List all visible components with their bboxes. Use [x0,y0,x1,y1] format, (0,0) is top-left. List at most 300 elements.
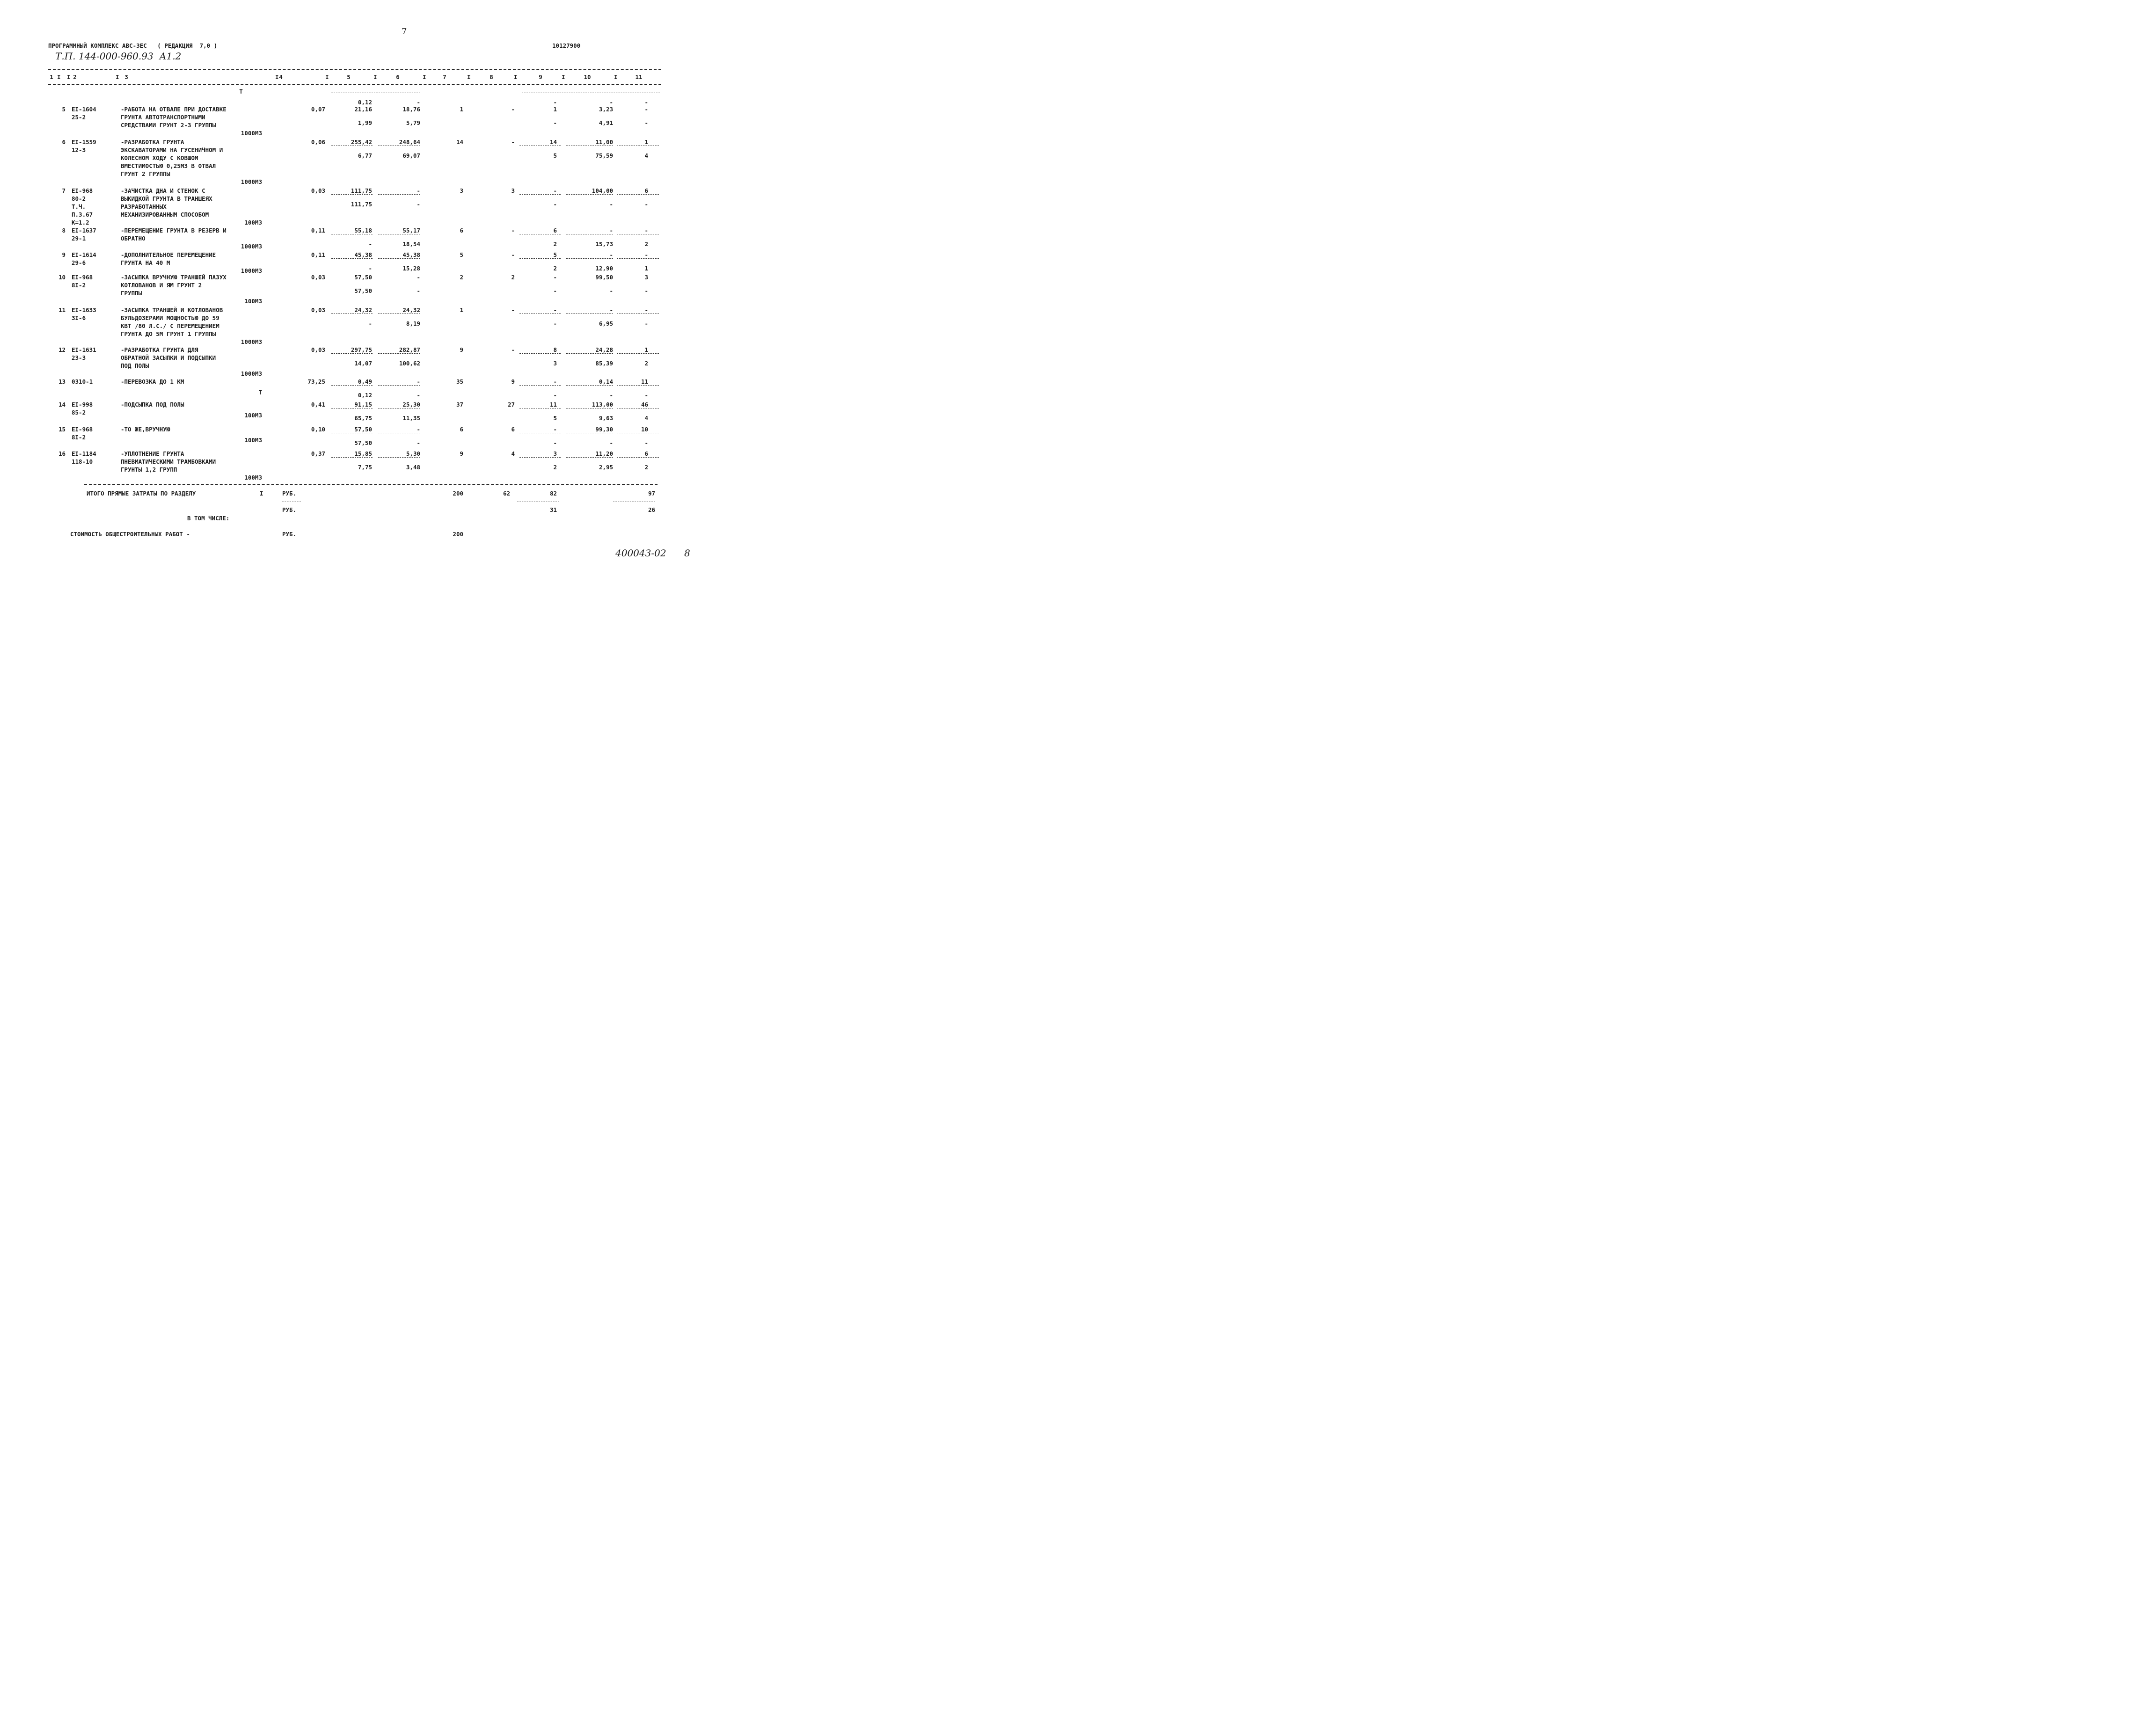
row-col9: 5 [553,251,557,258]
row-col6: 248,64 [399,138,420,146]
row-description: ГРУНТА ДО 5М ГРУНТ 1 ГРУППЫ [121,330,216,337]
row-number: 14 [58,401,66,408]
row-col7: 9 [460,346,463,353]
row-col5: 21,16 [354,106,372,113]
row-code: 25-2 [72,114,86,121]
row-description: -РАЗРАБОТКА ГРУНТА ДЛЯ [121,346,198,353]
row-code: ЕI-1559 [72,138,96,146]
column-header-5: 5 [347,73,351,80]
row-col7: 3 [460,187,463,194]
row-description: КОЛЕСНОМ ХОДУ С КОВШОМ [121,154,198,161]
row-col9: 14 [549,138,557,146]
row-code: 29-6 [72,259,86,266]
row-dash-col6 [378,313,420,314]
column-header-9: 9 [539,73,542,80]
row-col5: 111,75 [351,187,372,194]
row-col5: 57,50 [354,426,372,433]
row-col10: 113,00 [592,401,613,408]
row-description: ПОД ПОЛЫ [121,362,149,369]
row-dash-col5 [331,353,373,354]
row-col9-lower: - [553,201,557,208]
row-col11: 10 [641,426,648,433]
row-col5-lower: 6,77 [358,152,372,159]
row-col10-lower: 4,91 [599,119,613,126]
row-description: -УПЛОТНЕНИЕ ГРУНТА [121,450,184,457]
row-number: 12 [58,346,66,353]
row-col6: 55,17 [402,227,420,234]
row-col6-lower: 69,07 [402,152,420,159]
row-col10: 11,00 [595,138,613,146]
row-col11-lower: 2 [644,241,648,248]
row-number: 11 [58,306,66,313]
row-code: 118-10 [72,458,93,465]
totals-unit-1: РУБ. [282,490,297,497]
row-unit: 1000М3 [241,338,262,345]
row-dash-col6 [378,457,420,458]
row-col5: 45,38 [354,251,372,258]
row-number: 7 [62,187,66,194]
row-dash-col10 [566,194,613,195]
row-col10: 24,28 [595,346,613,353]
row-col7: 1 [460,106,463,113]
row-quantity: 0,06 [311,138,325,146]
row-dash-col10 [566,385,613,386]
row-col10: 99,50 [595,274,613,281]
column-separator: I [116,73,119,80]
row-col11-lower: 2 [644,464,648,471]
column-header-11: 11 [635,73,643,80]
row-col7: 37 [456,401,463,408]
row-col5: 91,15 [354,401,372,408]
document-reference: Т.П. 144-000-960.93 А1.2 [55,51,182,62]
row-description: ОБРАТНО [121,235,146,242]
row-description: ВЫКИДКОЙ ГРУНТА В ТРАНШЕЯХ [121,195,212,202]
row-quantity: 0,03 [311,346,325,353]
row-col6-lower: 100,62 [399,360,420,367]
row-code: К=1.2 [72,219,89,226]
row-col6: 25,30 [402,401,420,408]
row-col7: 2 [460,274,463,281]
row-col7: 6 [460,426,463,433]
row-col6-lower: 8,19 [406,320,420,327]
row-unit: 100М3 [244,437,262,444]
column-header-6: 6 [396,73,400,80]
row-col7: 35 [456,378,463,385]
row-description: -ТО ЖЕ,ВРУЧНУЮ [121,426,170,433]
row-col8: - [511,106,515,113]
row-description: ПНЕВМАТИЧЕСКИМИ ТРАМБОВКАМИ [121,458,216,465]
row-col10: 11,20 [595,450,613,457]
row-dash-col5 [331,258,373,259]
row-dash-col10 [566,353,613,354]
row-col11: 1 [644,138,648,146]
row-code: ЕI-968 [72,274,93,281]
row-col9-lower: 3 [553,360,557,367]
row-col9-upper: - [553,99,557,106]
row-col10-lower: - [609,201,613,208]
row-col6-lower: 11,35 [402,415,420,422]
row-dash-col6 [378,194,420,195]
row-code: ЕI-998 [72,401,93,408]
row-col8: - [511,227,515,234]
row-description: ГРУППЫ [121,290,142,297]
row-code: 23-3 [72,354,86,361]
general-works-col7: 200 [453,531,463,538]
row-col5: 55,18 [354,227,372,234]
row-col5-lower: - [368,265,372,272]
row-description: ГРУНТА АВТОТРАНСПОРТНЫМИ [121,114,205,121]
row-description: СРЕДСТВАМИ ГРУНТ 2-3 ГРУППЫ [121,122,216,129]
row-description: -ПЕРЕВОЗКА ДО 1 КМ [121,378,184,385]
row-col6-lower: - [417,287,420,294]
row-col9-lower: 2 [553,265,557,272]
row-col9-lower: - [553,439,557,446]
row-col10-lower: 15,73 [595,241,613,248]
row-col10: - [609,251,613,258]
row-code: 8I-2 [72,434,86,441]
row-col9-lower: 5 [553,415,557,422]
row-dash-col10 [566,313,613,314]
row-col9: 6 [553,227,557,234]
row-col7: 5 [460,251,463,258]
row-number: 15 [58,426,66,433]
row-col10: 104,00 [592,187,613,194]
row-description: -ЗАСЫПКА ТРАНШЕЙ И КОТЛОВАНОВ [121,306,223,313]
row-dash-col11 [617,457,659,458]
row-col8: 2 [511,274,515,281]
row-col7: 6 [460,227,463,234]
row-unit: 1000М3 [241,267,262,274]
row-col5-lower: 111,75 [351,201,372,208]
row-col10-lower: - [609,287,613,294]
row-number: 9 [62,251,66,258]
row-col9-lower: 2 [553,241,557,248]
row-col11: 11 [641,378,648,385]
row-quantity: 0,41 [311,401,325,408]
row-description: -ЗАСЫПКА ВРУЧНУЮ ТРАНШЕЙ ПАЗУХ [121,274,227,281]
row-col5-lower: - [368,320,372,327]
row-col7: 9 [460,450,463,457]
row-col8: - [511,138,515,146]
row-col9: - [553,187,557,194]
row-col5-lower: 57,50 [354,287,372,294]
column-separator: I [325,73,329,80]
row-col9: 3 [553,450,557,457]
row-col9-lower: 5 [553,152,557,159]
header-top-rule [48,69,661,70]
row-col5: 255,42 [351,138,372,146]
row-quantity: 0,07 [311,106,325,113]
column-separator: I [423,73,426,80]
row-dash-col9 [519,457,561,458]
row-col6: 45,38 [402,251,420,258]
row-col6-lower: 15,28 [402,265,420,272]
row-col10-lower: 2,95 [599,464,613,471]
column-separator: I [467,73,471,80]
row-col6: - [417,274,420,281]
row-col9: 1 [553,106,557,113]
column-header-10: 10 [584,73,591,80]
row-description: -ПЕРЕМЕЩЕНИЕ ГРУНТА В РЕЗЕРВ И [121,227,227,234]
column-header-7: 7 [443,73,446,80]
row-description: -РАЗРАБОТКА ГРУНТА [121,138,184,146]
row-col8: - [511,251,515,258]
program-code: 10127900 [552,42,581,49]
row-code: ЕI-1637 [72,227,96,234]
header-bottom-rule [48,84,661,85]
row-quantity: 0,03 [311,306,325,313]
row-number: 16 [58,450,66,457]
row-dash-col5 [331,457,373,458]
page-number: 7 [402,27,407,36]
row-col11-lower: 4 [644,152,648,159]
totals-col11-bottom: 26 [648,506,655,513]
row-col11: 6 [644,450,648,457]
row-dash-col6 [378,385,420,386]
row-unit: 100М3 [244,298,262,305]
row-col11-upper: - [644,99,648,106]
row-col10: 0,14 [599,378,613,385]
row-col10-lower: 85,39 [595,360,613,367]
row-col11: 1 [644,346,648,353]
row-col9-lower: - [553,287,557,294]
row-col11-lower: - [644,392,648,399]
row-unit: 100М3 [244,474,262,481]
row-code: ЕI-968 [72,187,93,194]
row-code: 0310-1 [72,378,93,385]
row-col10: - [609,306,613,313]
row-code: ЕI-1631 [72,346,96,353]
row-unit: 100М3 [244,219,262,226]
row-col8: 4 [511,450,515,457]
sheet-number: 8 [684,547,690,559]
column-header-4: 4 [279,73,283,80]
row-col10-lower: 75,59 [595,152,613,159]
row-col6: 282,87 [399,346,420,353]
row-col5-lower: 0,12 [358,392,372,399]
row-unit: 1000М3 [241,370,262,377]
row-col10: 3,23 [599,106,613,113]
row-col9: - [553,426,557,433]
row-code: 8I-2 [72,282,86,289]
row-unit: 1000М3 [241,130,262,137]
row-col9: - [553,378,557,385]
row-col11: 3 [644,274,648,281]
column-separator: I [614,73,618,80]
row-number: 8 [62,227,66,234]
row-col6-lower: - [417,201,420,208]
row-col11: - [644,227,648,234]
row-col5-lower: 14,07 [354,360,372,367]
row-number: 5 [62,106,66,113]
general-works-unit: РУБ. [282,531,297,538]
row-col6: 24,32 [402,306,420,313]
row-description: ВМЕСТИМОСТЬЮ 0,25М3 В ОТВАЛ [121,162,216,169]
unit-above-first-row: Т [239,88,243,95]
row-col8: 9 [511,378,515,385]
row-col5-lower: 57,50 [354,439,372,446]
row-description: ЭКСКАВАТОРАМИ НА ГУСЕНИЧНОМ И [121,146,223,153]
row-dash-col11 [617,258,659,259]
row-col6-upper: - [417,99,420,106]
row-description: ГРУНТЫ 1,2 ГРУПП [121,466,177,473]
row-col11-lower: - [644,287,648,294]
totals-col11-top: 97 [648,490,655,497]
row-quantity: 0,03 [311,187,325,194]
row-code: 80-2 [72,195,86,202]
row-col5: 24,32 [354,306,372,313]
row-col10-lower: 12,90 [595,265,613,272]
row-quantity: 0,03 [311,274,325,281]
row-col6-lower: 3,48 [406,464,420,471]
row-code: ЕI-1604 [72,106,96,113]
row-col8: - [511,306,515,313]
row-description: РАЗРАБОТАННЫХ [121,203,167,210]
row-col11-lower: - [644,439,648,446]
row-col6-lower: - [417,439,420,446]
row-dash-col9 [519,313,561,314]
column-header-3: 3 [124,73,128,80]
row-col10-lower: - [609,392,613,399]
row-code: 12-3 [72,146,86,153]
row-col5: 0,49 [358,378,372,385]
column-separator: I [57,73,61,80]
row-dash-col9 [519,258,561,259]
row-dash-col6 [378,353,420,354]
row-number: 13 [58,378,66,385]
row-col8: 27 [507,401,515,408]
row-col11: - [644,106,648,113]
row-col6-lower: 18,54 [402,241,420,248]
row-col6: - [417,187,420,194]
row-unit: 1000М3 [241,178,262,185]
column-separator: I [67,73,71,80]
row-description: КОТЛОВАНОВ И ЯМ ГРУНТ 2 [121,282,202,289]
row-col11-lower: - [644,201,648,208]
row-col5: 15,85 [354,450,372,457]
row-description: БУЛЬДОЗЕРАМИ МОЩНОСТЬЮ ДО 59 [121,314,219,321]
row-col10-lower: 6,95 [599,320,613,327]
row-description: -ПОДСЫПКА ПОД ПОЛЫ [121,401,184,408]
row-col9-lower: 2 [553,464,557,471]
row-col7: 14 [456,138,463,146]
general-works-label: СТОИМОСТЬ ОБЩЕСТРОИТЕЛЬНЫХ РАБОТ - [70,531,190,538]
row-quantity: 0,10 [311,426,325,433]
row-col10: - [609,227,613,234]
row-code: ЕI-1184 [72,450,96,457]
row-col6: - [417,426,420,433]
row-description: ГРУНТА НА 40 М [121,259,170,266]
row-dash-col11 [617,385,659,386]
row-col5-lower: 7,75 [358,464,372,471]
row-col6-lower: - [417,392,420,399]
row-dash-col5 [331,313,373,314]
column-header-2: 2 [73,73,77,80]
row-unit: 100М3 [244,412,262,419]
row-col11: - [644,306,648,313]
row-col11: - [644,251,648,258]
totals-col7: 200 [453,490,463,497]
row-description: МЕХАНИЗИРОВАННЫМ СПОСОБОМ [121,211,209,218]
row-dash-col11 [617,313,659,314]
row-dash-col10 [566,457,613,458]
row-dash-col11 [617,353,659,354]
table-bottom-rule [84,484,658,485]
row-description: КВТ /80 Л.С./ С ПЕРЕМЕЩЕНИЕМ [121,322,219,329]
row-col10: 99,30 [595,426,613,433]
row-col11-lower: 1 [644,265,648,272]
row-col9-lower: - [553,392,557,399]
row-dash-col10 [566,258,613,259]
row-col8: 6 [511,426,515,433]
document-stamp-number: 400043-02 [615,547,666,559]
row-quantity: 0,37 [311,450,325,457]
column-header-1: 1 [50,73,53,80]
row-col11-lower: 4 [644,415,648,422]
row-col8: - [511,346,515,353]
row-quantity: 0,11 [311,251,325,258]
row-description: ОБРАТНОЙ ЗАСЫПКИ И ПОДСЫПКИ [121,354,216,361]
row-description: ГРУНТ 2 ГРУППЫ [121,170,170,177]
row-unit: Т [258,389,262,396]
row-code: П.3.67 [72,211,93,218]
row-col10-upper: - [609,99,613,106]
row-col8: 3 [511,187,515,194]
totals-col9-top: 82 [549,490,557,497]
row-dash-col9 [519,385,561,386]
row-col6: 5,30 [406,450,420,457]
row-description: -РАБОТА НА ОТВАЛЕ ПРИ ДОСТАВКЕ [121,106,227,113]
totals-col8: 62 [503,490,510,497]
totals-unit-2: РУБ. [282,506,297,513]
row-quantity: 73,25 [307,378,325,385]
totals-section-mark: I [260,490,263,497]
row-dash-col9 [519,194,561,195]
row-col5-lower: 1,99 [358,119,372,126]
row-col10-lower: 9,63 [599,415,613,422]
column-separator: I [514,73,518,80]
row-code: 29-1 [72,235,86,242]
row-col11-lower: - [644,119,648,126]
row-col5: 297,75 [351,346,372,353]
row-unit: 1000М3 [241,243,262,250]
row-dash-col5 [331,385,373,386]
column-header-8: 8 [490,73,493,80]
row-number: 10 [58,274,66,281]
row-code: ЕI-1614 [72,251,96,258]
totals-col9-bottom: 31 [549,506,557,513]
row-col9: - [553,306,557,313]
row-code: ЕI-968 [72,426,93,433]
row-col9: 11 [549,401,557,408]
row-col7: 1 [460,306,463,313]
row-number: 6 [62,138,66,146]
row-quantity: 0,11 [311,227,325,234]
totals-label: ИТОГО ПРЯМЫЕ ЗАТРАТЫ ПО РАЗДЕЛУ [87,490,196,497]
row-col5-lower: 65,75 [354,415,372,422]
row-dash-col9 [519,353,561,354]
row-code: Т.Ч. [72,203,86,210]
row-col9-lower: - [553,320,557,327]
row-code: 3I-6 [72,314,86,321]
row-col9: - [553,274,557,281]
row-col11-lower: - [644,320,648,327]
row-col5-upper: 0,12 [358,99,372,106]
row-dash-col11 [617,194,659,195]
row-col6: 18,76 [402,106,420,113]
row-dash-col6 [378,258,420,259]
row-code: ЕI-1633 [72,306,96,313]
